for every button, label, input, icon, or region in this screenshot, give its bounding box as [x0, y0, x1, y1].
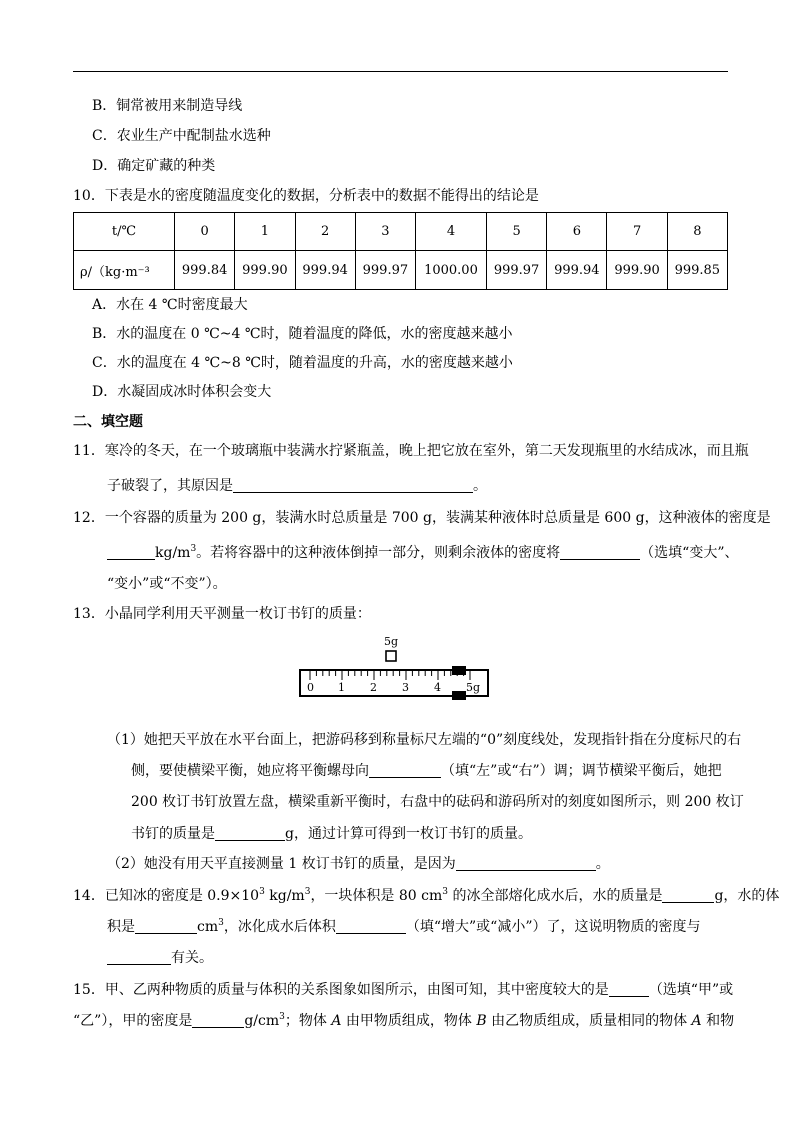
table-cell: 999.84 — [175, 251, 235, 290]
table-cell: 999.85 — [667, 251, 727, 290]
table-cell: 1000.00 — [416, 251, 487, 290]
tick-label: 2 — [370, 681, 377, 694]
table-cell: 999.94 — [547, 251, 607, 290]
header-rule — [73, 71, 728, 72]
q13-mass-blank[interactable] — [215, 825, 285, 841]
table-cell: 0 — [175, 213, 235, 251]
table-header-density: ρ/（kg·m⁻³ — [74, 251, 175, 290]
tick-label: 4 — [434, 681, 441, 694]
tick-label: 0 — [307, 681, 314, 694]
table-cell: 999.97 — [486, 251, 546, 290]
rider-top — [452, 666, 466, 675]
table-cell: 8 — [667, 213, 727, 251]
balance-scale-figure — [298, 634, 493, 704]
q15-var-b: B — [476, 1013, 487, 1029]
q13-p2 — [107, 854, 610, 874]
weight-label: 5g — [384, 635, 399, 648]
q13-direction-blank[interactable] — [369, 762, 441, 778]
q14-volume-blank[interactable] — [135, 918, 197, 934]
rider-bottom — [452, 691, 466, 700]
q15-line1 — [73, 980, 733, 1000]
table-cell: 2 — [295, 213, 355, 251]
table-cell: 6 — [547, 213, 607, 251]
q12-line2 — [107, 543, 739, 563]
q15-var-a2: A — [691, 1013, 702, 1029]
q15-denser-blank[interactable] — [609, 981, 649, 997]
q15-exp: 3 — [279, 1012, 285, 1022]
q15-text-b: （选填“甲”或 — [648, 982, 734, 998]
q14-text-e: g，水的体 — [714, 888, 780, 904]
q14-text-b: kg/m — [264, 888, 305, 904]
q13-p2-end: 。 — [595, 856, 610, 872]
q14-text-g: ，冰化成水后体积 — [223, 919, 336, 935]
q9-option-b: B．铜常被用来制造导线 — [92, 98, 243, 114]
q13-p1-text-b: （填“左”或“右”）调；调节横梁平衡后，她把 — [441, 763, 722, 779]
q13-p1-text-c: 书钉的质量是 — [131, 826, 215, 842]
table-cell: 3 — [355, 213, 415, 251]
table-cell: 4 — [416, 213, 487, 251]
q10-option-d: D．水凝固成冰时体积会变大 — [92, 384, 272, 400]
q12-text: 。若将容器中的这种液体倒掉一部分，则剩余液体的密度将 — [196, 545, 561, 561]
q14-exp: 3 — [259, 887, 265, 897]
q14-line3 — [107, 948, 213, 968]
table-cell: 1 — [235, 213, 295, 251]
q14-text-c: ，一块体积是 80 cm — [310, 888, 443, 904]
q14-mass-blank[interactable] — [662, 887, 714, 903]
q14-exp: 3 — [442, 887, 449, 897]
q14-text-f: 积是 — [107, 919, 135, 935]
q12-line3: “变小”或“不变”）。 — [107, 576, 227, 592]
q14-text-h: （填“增大”或“减小”）了，这说明物质的密度与 — [405, 919, 701, 935]
q15-text-a: 15．甲、乙两种物质的质量与体积的关系图象如图所示，由图可知，其中密度较大的是 — [73, 982, 609, 998]
q13-stem: 13．小晶同学利用天平测量一枚订书钉的质量： — [73, 606, 371, 622]
q13-p1-text-d: g，通过计算可得到一枚订书钉的质量。 — [285, 826, 532, 842]
q15-line2 — [73, 1011, 734, 1031]
q14-exp: 3 — [218, 918, 224, 928]
q9-option-d: D．确定矿藏的种类 — [92, 158, 216, 174]
q11-text: 子破裂了，其原因是 — [107, 478, 233, 494]
q11-answer-blank[interactable] — [233, 477, 473, 493]
rider-scale-svg — [298, 634, 493, 704]
q15-text-e: 由甲物质组成，物体 — [341, 1013, 477, 1029]
q13-reason-blank[interactable] — [456, 855, 596, 871]
q14-change-blank[interactable] — [336, 918, 406, 934]
q12-line1: 12．一个容器的质量为 200 g，装满水时总质量是 700 g，装满某种液体时总质量是 600 g，这种液体的密度是 — [73, 510, 771, 526]
q14-line2 — [107, 917, 701, 937]
table-cell: 999.94 — [295, 251, 355, 290]
density-table — [73, 212, 728, 290]
q13-p2-text: （2）她没有用天平直接测量 1 枚订书钉的质量，是因为 — [107, 856, 456, 872]
table-cell: 5 — [486, 213, 546, 251]
tick-label: 5g — [466, 681, 481, 694]
q10-option-b: B．水的温度在 0 ℃~4 ℃时，随着温度的降低，水的密度越来越小 — [92, 326, 513, 342]
table-cell: 999.97 — [355, 251, 415, 290]
table-cell: 7 — [607, 213, 667, 251]
q12-choices: （选填“变大”、 — [640, 545, 739, 561]
q15-text-g: 和物 — [701, 1013, 735, 1029]
tick-label: 1 — [338, 681, 345, 694]
q13-p1-line1: （1）她把天平放在水平台面上，把游码移到称量标尺左端的“0”刻度线处，发现指针指在分度标尺的右 — [107, 732, 742, 748]
q14-exp: 3 — [304, 887, 311, 897]
q14-line1 — [73, 886, 779, 906]
q9-option-c: C．农业生产中配制盐水选种 — [92, 128, 271, 144]
q13-p1-line3: 200 枚订书钉放置左盘，横梁重新平衡时，右盘中的砝码和游码所对的刻度如图所示，则 200 枚订 — [131, 794, 744, 810]
table-row-density — [74, 251, 728, 290]
q12-unit-exp: 3 — [190, 544, 197, 554]
q14-unit: cm — [197, 919, 219, 935]
q10-option-c: C．水的温度在 4 ℃~8 ℃时，随着温度的升高，水的密度越来越小 — [92, 355, 513, 371]
q13-p1-line2 — [131, 761, 722, 781]
q11-end: 。 — [473, 478, 487, 494]
q10-option-a: A．水在 4 ℃时密度最大 — [92, 297, 248, 313]
q15-text-c: “乙”），甲的密度是 — [73, 1013, 193, 1029]
section-title: 二、填空题 — [73, 414, 143, 430]
q12-unit: kg/m — [155, 545, 191, 561]
q10-stem: 10．下表是水的密度随温度变化的数据，分析表中的数据不能得出的结论是 — [73, 188, 539, 204]
q12-change-blank[interactable] — [560, 544, 640, 560]
q11-line2 — [107, 476, 487, 496]
q14-text-d: 的冰全部熔化成水后，水的质量是 — [448, 888, 663, 904]
q15-var-a: A — [331, 1013, 342, 1029]
q11-line1: 11．寒冷的冬天，在一个玻璃瓶中装满水拧紧瓶盖，晚上把它放在室外，第二天发现瓶里的水结成冰，而且瓶 — [73, 443, 749, 459]
q12-density-blank[interactable] — [107, 544, 155, 560]
q14-text-i: 有关。 — [171, 950, 213, 966]
q14-text-a: 14．已知冰的密度是 0.9×10 — [73, 888, 260, 904]
table-cell: 999.90 — [607, 251, 667, 290]
q15-text-f: 由乙物质组成，质量相同的物体 — [486, 1013, 692, 1029]
q14-factor-blank[interactable] — [107, 949, 171, 965]
q13-p1-text: 侧，要使横梁平衡，她应将平衡螺母向 — [131, 763, 369, 779]
tick-label: 3 — [402, 681, 409, 694]
q15-text-d: ；物体 — [284, 1013, 332, 1029]
q15-density-blank[interactable] — [192, 1012, 244, 1028]
table-row-temperature — [74, 213, 728, 251]
table-cell: 999.90 — [235, 251, 295, 290]
table-header-temperature: t/℃ — [74, 213, 175, 251]
weight-icon — [386, 651, 396, 661]
q13-p1-line4 — [131, 824, 532, 844]
q15-unit: g/cm — [244, 1013, 280, 1029]
